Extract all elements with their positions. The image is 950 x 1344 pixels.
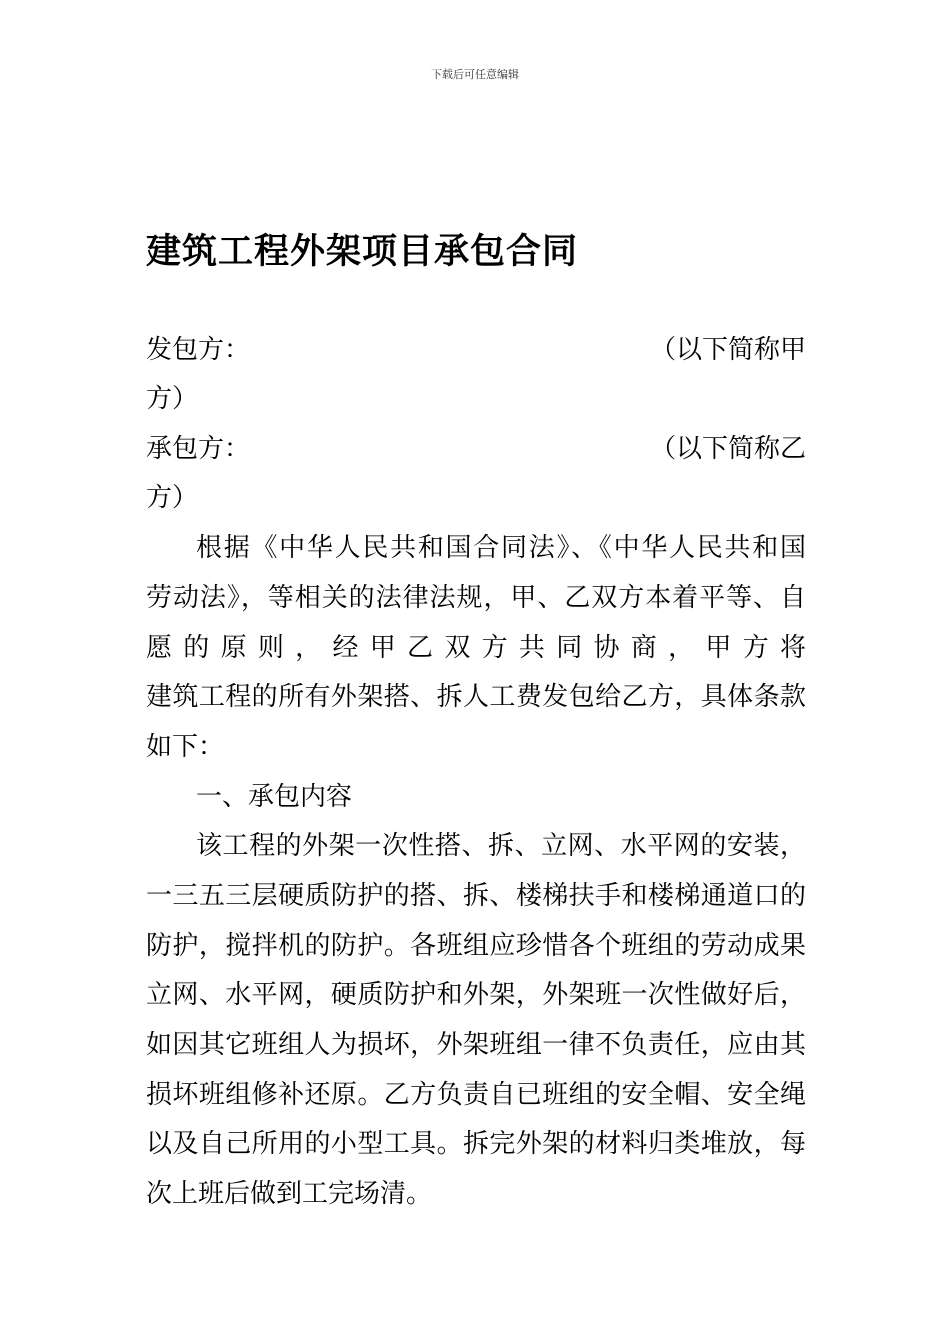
intro-line: 根据《中华人民共和国合同法》、《中华人民共和国 — [196, 533, 806, 563]
contractor-alias: （以下简称乙 — [649, 434, 806, 464]
header-note: 下载后可任意编辑 — [431, 68, 519, 81]
section-line: 立网、水平网，硬质防护和外架，外架班一次性做好后， — [146, 980, 806, 1010]
employer-label: 发包方： — [146, 335, 251, 365]
section-heading: 一、承包内容 — [196, 782, 353, 812]
section-line: 该工程的外架一次性搭、拆、立网、水平网的安装， — [196, 831, 806, 861]
section-line: 防护，搅拌机的防护。各班组应珍惜各个班组的劳动成果 — [146, 931, 806, 961]
section-line: 如因其它班组人为损坏，外架班组一律不负责任，应由其 — [146, 1030, 806, 1060]
intro-line: 愿的原则，经甲乙双方共同协商，甲方将 — [146, 633, 806, 663]
document-title: 建筑工程外架项目承包合同 — [146, 232, 579, 272]
employer-alias-end: 方） — [146, 384, 199, 414]
intro-line: 建筑工程的所有外架搭、拆人工费发包给乙方，具体条款 — [146, 682, 806, 712]
section-line: 以及自己所用的小型工具。拆完外架的材料归类堆放，每 — [146, 1129, 806, 1159]
intro-line: 劳动法》，等相关的法律法规，甲、乙双方本着平等、自 — [146, 583, 806, 613]
section-line: 损坏班组修补还原。乙方负责自已班组的安全帽、安全绳 — [146, 1080, 806, 1110]
employer-alias: （以下简称甲 — [649, 335, 806, 365]
intro-line: 如下： — [146, 732, 225, 762]
contractor-alias-end: 方） — [146, 483, 199, 513]
section-line: 一三五三层硬质防护的搭、拆、楼梯扶手和楼梯通道口的 — [146, 881, 806, 911]
section-line: 次上班后做到工完场清。 — [146, 1179, 433, 1209]
contractor-label: 承包方： — [146, 434, 251, 464]
